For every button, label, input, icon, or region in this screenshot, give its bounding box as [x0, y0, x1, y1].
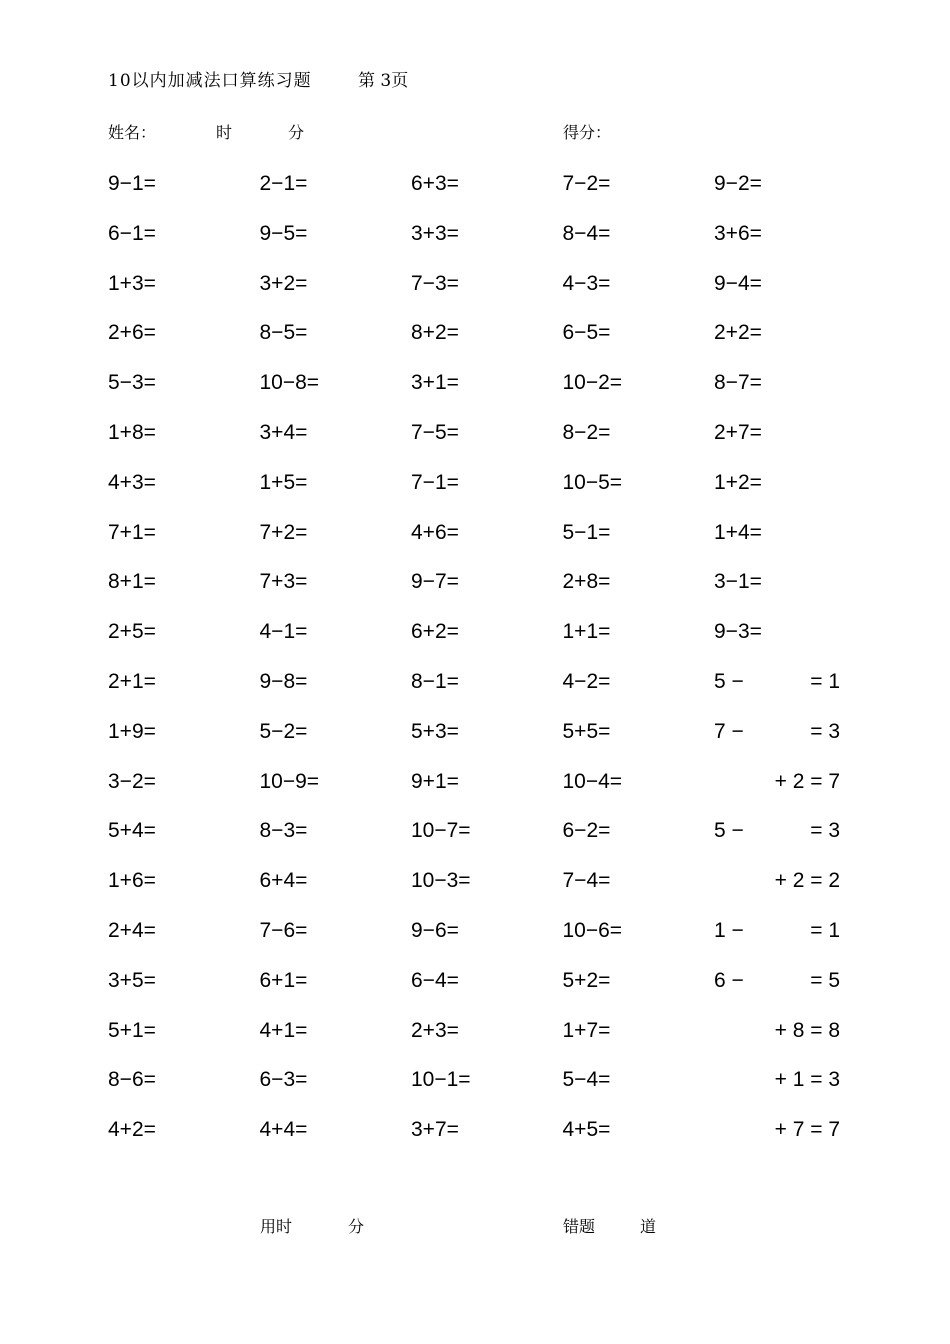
problem-cell: 6+1= [259, 968, 308, 992]
time-used-label: 用时 [260, 1217, 293, 1236]
problem-cell: 10−8= [259, 371, 320, 395]
problem-grid [108, 170, 868, 1166]
problem-cell: 5+2= [562, 968, 611, 992]
problem-cell: 4+2= [108, 1118, 156, 1142]
problem-row [108, 1066, 868, 1116]
problem-cell: 7+3= [259, 570, 308, 594]
problem-cell: 8−3= [259, 819, 308, 843]
problem-cell: 1+6= [108, 869, 156, 893]
problem-cell: 8−5= [259, 321, 308, 345]
fill-blank-problem [714, 1017, 844, 1045]
problem-row [108, 369, 868, 419]
problem-cell: 1+1= [562, 620, 611, 644]
problem-cell: 6+2= [411, 620, 459, 644]
problem-cell: 4+3= [108, 470, 156, 494]
problem-cell: 2−1= [259, 172, 308, 195]
problem-cell: 10−5= [562, 470, 623, 494]
fill-blank-left: 5 − [714, 819, 744, 843]
wrong-count-unit: 道 [640, 1217, 657, 1236]
fill-blank-problem [714, 668, 844, 696]
problem-row [108, 469, 868, 519]
fill-blank-right: + 7 = 7 [774, 1118, 840, 1142]
fill-blank-right: + 2 = 2 [774, 869, 840, 893]
problem-cell: 10−2= [562, 371, 623, 395]
fill-blank-right: + 8 = 8 [774, 1018, 840, 1042]
problem-cell: 3−2= [108, 769, 156, 793]
problem-row [108, 967, 868, 1017]
problem-cell: 4−3= [562, 271, 611, 295]
problem-row [108, 817, 868, 867]
problem-cell: 4+5= [562, 1118, 611, 1142]
problem-cell: 4+4= [259, 1118, 308, 1142]
problem-cell: 4−2= [562, 669, 611, 693]
problem-cell: 2+4= [108, 918, 156, 942]
problem-row [108, 519, 868, 569]
problem-cell: 9−7= [411, 570, 459, 594]
problem-cell: 5−2= [259, 719, 308, 743]
fill-blank-problem [714, 768, 844, 796]
problem-cell: 9+1= [411, 769, 459, 793]
time-label-hour: 时 [216, 123, 233, 142]
problem-row [108, 917, 868, 967]
problem-cell: 3+3= [411, 221, 459, 245]
fill-blank-left: 7 − [714, 719, 744, 743]
problem-row [108, 618, 868, 668]
problem-cell: 1+5= [259, 470, 308, 494]
problem-cell: 8+2= [411, 321, 459, 345]
fill-blank-problem [714, 1116, 844, 1144]
problem-cell: 6−3= [259, 1068, 308, 1092]
problem-cell: 9−3= [714, 620, 762, 644]
problem-cell: 5+4= [108, 819, 156, 843]
problem-cell: 5+1= [108, 1018, 156, 1042]
worksheet-title: 10以内加减法口算练习题 [108, 71, 312, 91]
problem-row [108, 319, 868, 369]
problem-row [108, 419, 868, 469]
problem-cell: 8−7= [714, 371, 762, 395]
problem-cell: 10−4= [562, 769, 623, 793]
name-label: 姓名： [108, 123, 157, 142]
problem-cell: 7+2= [259, 520, 308, 544]
problem-cell: 2+6= [108, 321, 156, 345]
problem-cell: 5+3= [411, 719, 459, 743]
problem-cell: 9−5= [259, 221, 308, 245]
problem-cell: 1+8= [108, 420, 156, 444]
problem-cell: 3+7= [411, 1118, 459, 1142]
problem-cell: 7+1= [108, 520, 156, 544]
problem-cell: 7−5= [411, 420, 459, 444]
problem-cell: 7−6= [259, 918, 308, 942]
problem-cell: 10−1= [411, 1068, 471, 1092]
fill-blank-problem [714, 1066, 844, 1094]
problem-cell: 5−4= [562, 1068, 611, 1092]
problem-cell: 5+5= [562, 719, 611, 743]
fill-blank-left: 6 − [714, 968, 744, 992]
problem-row [108, 270, 868, 320]
fill-blank-left: 1 − [714, 918, 744, 942]
problem-cell: 5−3= [108, 371, 156, 395]
problem-cell: 7−2= [562, 172, 611, 195]
problem-cell: 10−6= [562, 918, 623, 942]
problem-cell: 3+6= [714, 221, 762, 245]
fill-blank-problem [714, 967, 844, 995]
fill-blank-right: + 1 = 3 [774, 1068, 840, 1092]
fill-blank-right: = 1 [810, 918, 840, 942]
problem-cell: 7−1= [411, 470, 459, 494]
problem-cell: 3+1= [411, 371, 459, 395]
problem-cell: 2+7= [714, 420, 762, 444]
time-label-minute: 分 [288, 123, 305, 142]
problem-cell: 6−2= [562, 819, 611, 843]
problem-cell: 6+3= [411, 172, 459, 195]
problem-row [108, 867, 868, 917]
fill-blank-problem [714, 718, 844, 746]
problem-cell: 4+1= [259, 1018, 308, 1042]
fill-blank-problem [714, 917, 844, 945]
problem-cell: 3+5= [108, 968, 156, 992]
fill-blank-right: = 3 [810, 719, 840, 743]
problem-row [108, 220, 868, 270]
problem-cell: 9−6= [411, 918, 459, 942]
problem-cell: 2+8= [562, 570, 611, 594]
problem-cell: 1+2= [714, 470, 762, 494]
problem-cell: 1+3= [108, 271, 156, 295]
problem-row [108, 568, 868, 618]
problem-row [108, 1116, 868, 1166]
problem-row [108, 768, 868, 818]
problem-row [108, 1017, 868, 1067]
problem-cell: 9−8= [259, 669, 308, 693]
problem-row [108, 718, 868, 768]
fill-blank-right: = 1 [810, 669, 840, 693]
problem-cell: 2+3= [411, 1018, 459, 1042]
fill-blank-right: + 2 = 7 [774, 769, 840, 793]
problem-cell: 6−5= [562, 321, 611, 345]
fill-blank-left: 5 − [714, 669, 744, 693]
problem-cell: 10−7= [411, 819, 471, 843]
problem-cell: 1+9= [108, 719, 156, 743]
problem-cell: 5−1= [562, 520, 611, 544]
fill-blank-right: = 3 [810, 819, 840, 843]
problem-cell: 1+7= [562, 1018, 611, 1042]
problem-cell: 2+5= [108, 620, 156, 644]
problem-cell: 3−1= [714, 570, 762, 594]
wrong-count-label: 错题 [563, 1217, 596, 1236]
problem-cell: 4+6= [411, 520, 459, 544]
problem-cell: 8−6= [108, 1068, 156, 1092]
problem-cell: 9−2= [714, 172, 762, 195]
fill-blank-problem [714, 867, 844, 895]
sheet-number: 第 3页 [358, 71, 409, 91]
problem-cell: 2+2= [714, 321, 762, 345]
problem-cell: 6+4= [259, 869, 308, 893]
problem-cell: 9−1= [108, 172, 156, 195]
score-label: 得分： [563, 123, 612, 142]
problem-cell: 8+1= [108, 570, 156, 594]
problem-cell: 3+2= [259, 271, 308, 295]
problem-cell: 10−9= [259, 769, 320, 793]
problem-row [108, 668, 868, 718]
problem-row [108, 170, 868, 220]
fill-blank-problem [714, 817, 844, 845]
problem-cell: 10−3= [411, 869, 471, 893]
problem-cell: 7−4= [562, 869, 611, 893]
problem-cell: 9−4= [714, 271, 762, 295]
problem-cell: 4−1= [259, 620, 308, 644]
problem-cell: 1+4= [714, 520, 762, 544]
problem-cell: 8−1= [411, 669, 459, 693]
problem-cell: 3+4= [259, 420, 308, 444]
time-used-unit: 分 [348, 1217, 365, 1236]
problem-cell: 7−3= [411, 271, 459, 295]
problem-cell: 6−4= [411, 968, 459, 992]
problem-cell: 6−1= [108, 221, 156, 245]
problem-cell: 8−4= [562, 221, 611, 245]
problem-cell: 2+1= [108, 669, 156, 693]
fill-blank-right: = 5 [810, 968, 840, 992]
problem-cell: 8−2= [562, 420, 611, 444]
